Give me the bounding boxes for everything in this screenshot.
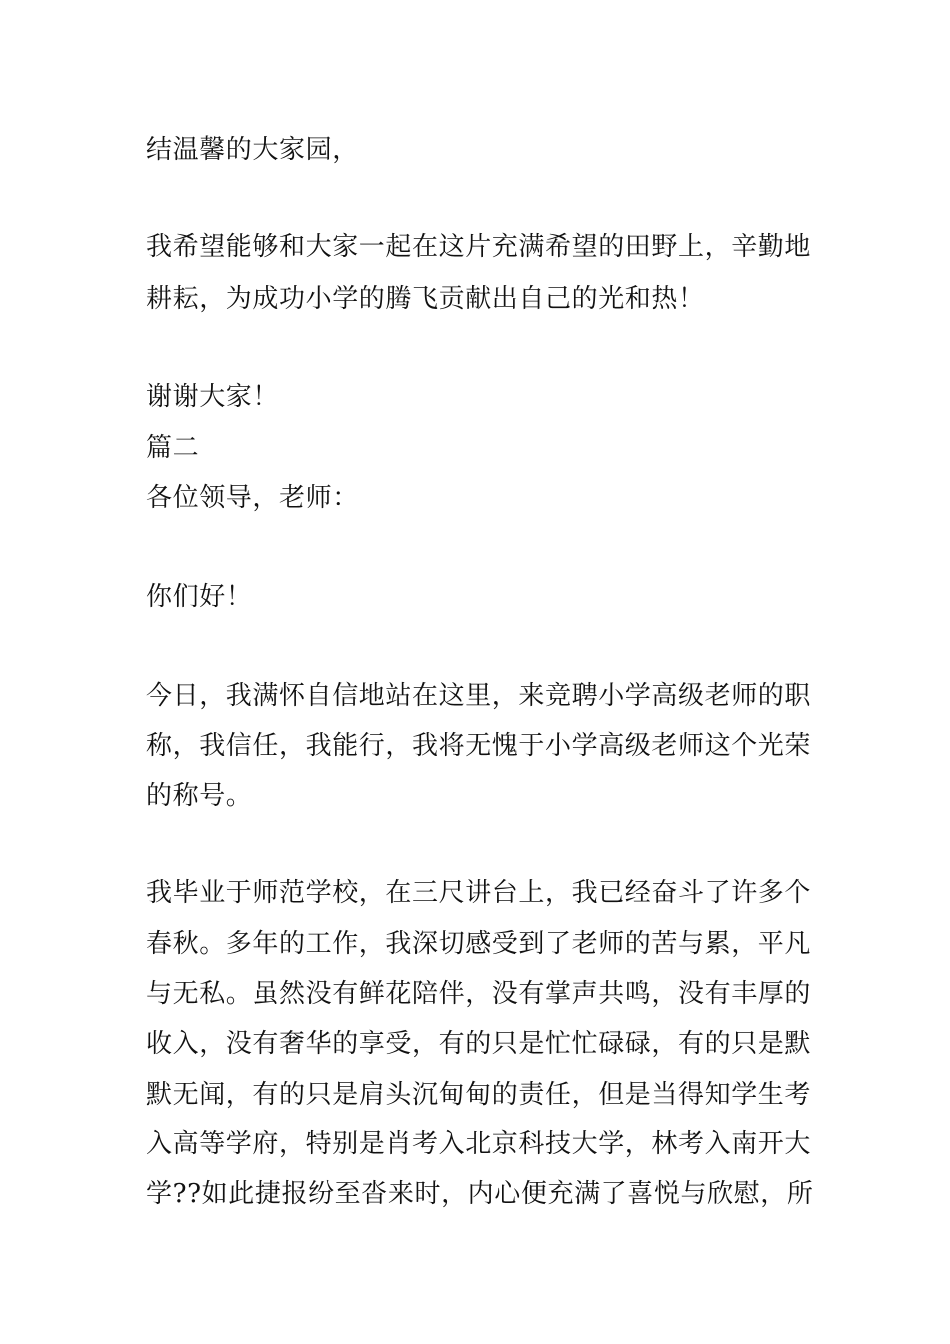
section-heading: 篇二 [146, 433, 200, 463]
text-line: 默无闻，有的只是肩头沉甸甸的责任，但是当得知学生考 [146, 1080, 812, 1110]
text-line: 入高等学府，特别是肖考入北京科技大学，林考入南开大 [146, 1129, 812, 1159]
text-line: 我毕业于师范学校，在三尺讲台上，我已经奋斗了许多个 [146, 878, 812, 908]
text-line: 学??如此捷报纷至沓来时，内心便充满了喜悦与欣慰，所 [146, 1179, 814, 1209]
text-line: 收入，没有奢华的享受，有的只是忙忙碌碌，有的只是默 [146, 1029, 812, 1059]
text-line: 今日，我满怀自信地站在这里，来竞聘小学高级老师的职 [146, 681, 812, 711]
text-line: 称，我信任，我能行，我将无愧于小学高级老师这个光荣 [146, 731, 812, 761]
text-line: 我希望能够和大家一起在这片充满希望的田野上，辛勤地 [146, 232, 812, 262]
greeting: 你们好！ [146, 582, 253, 612]
text-line: 的称号。 [146, 781, 253, 811]
text-line: 谢谢大家！ [146, 382, 280, 412]
text-line: 与无私。虽然没有鲜花陪伴，没有掌声共鸣，没有丰厚的 [146, 979, 812, 1009]
text-line: 结温馨的大家园， [146, 135, 359, 165]
salutation: 各位领导，老师： [146, 483, 359, 513]
text-line: 耕耘，为成功小学的腾飞贡献出自己的光和热！ [146, 284, 705, 314]
text-line: 春秋。多年的工作，我深切感受到了老师的苦与累，平凡 [146, 929, 812, 959]
